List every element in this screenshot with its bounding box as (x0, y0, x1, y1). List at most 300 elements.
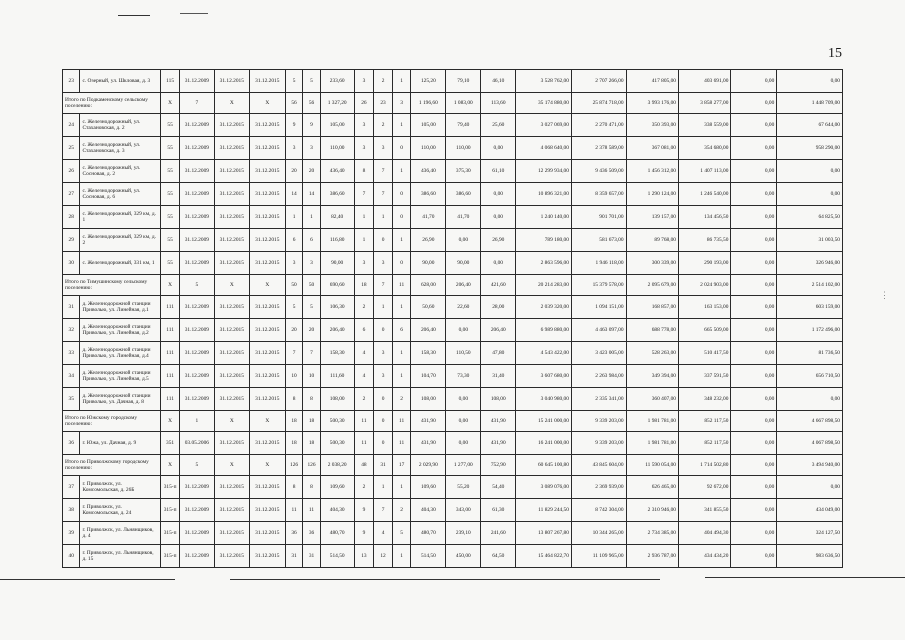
cell-c8: 1 (354, 206, 374, 229)
cell-c14: 12 299 934,00 (516, 160, 572, 183)
cell-c11: 41,70 (411, 206, 446, 229)
cell-c2: 31.12.2009 (179, 545, 214, 568)
cell-c8: 9 (354, 499, 374, 522)
row-number: 26 (63, 160, 80, 183)
row-number: 40 (63, 545, 80, 568)
cell-c5: 31 (285, 545, 302, 568)
cell-c2: 5 (179, 275, 214, 296)
cell-c4: 31.12.2015 (249, 114, 285, 137)
cell-c10: 11 (392, 411, 411, 432)
cell-c19: 2 514 102,00 (777, 275, 843, 296)
cell-c10: 11 (392, 432, 411, 455)
address-cell: д. Железнодорожной станции Приволью, ул. Линейная, д.4 (80, 342, 161, 365)
cell-c17: 354 680,00 (678, 137, 730, 160)
cell-c2: 31.12.2009 (179, 252, 214, 275)
cell-c7: 404,30 (320, 499, 354, 522)
cell-c4: 31.12.2015 (249, 319, 285, 342)
cell-c14: 1 240 140,00 (516, 206, 572, 229)
cell-c6: 10 (303, 365, 320, 388)
row-number: 32 (63, 319, 80, 342)
cell-c15: 2 707 266,00 (571, 70, 626, 93)
cell-c18: 0,00 (731, 342, 777, 365)
row-number: 31 (63, 296, 80, 319)
cell-c8: 3 (354, 70, 374, 93)
cell-c8: 3 (354, 252, 374, 275)
cell-c11: 108,00 (411, 388, 446, 411)
cell-c15: 43 845 604,00 (571, 455, 626, 476)
row-number: 33 (63, 342, 80, 365)
cell-c3: 31.12.2015 (214, 160, 249, 183)
cell-c19: 0,00 (777, 183, 843, 206)
footer-rule (0, 579, 175, 580)
cell-c16: 300 339,00 (626, 252, 678, 275)
cell-c2: 31.12.2009 (179, 499, 214, 522)
cell-c1: 55 (161, 252, 180, 275)
cell-c18: 0,00 (731, 229, 777, 252)
cell-c17: 348 232,00 (678, 388, 730, 411)
cell-c5: 20 (285, 160, 302, 183)
cell-c14: 13 807 267,80 (516, 522, 572, 545)
cell-c2: 31.12.2009 (179, 137, 214, 160)
cell-c3: 31.12.2015 (214, 476, 249, 499)
cell-c18: 0,00 (731, 432, 777, 455)
cell-c3: 31.12.2015 (214, 296, 249, 319)
cell-c1: X (161, 455, 180, 476)
cell-c4: 31.12.2015 (249, 296, 285, 319)
cell-c15: 8 742 304,00 (571, 499, 626, 522)
row-number: 39 (63, 522, 80, 545)
cell-c1: 55 (161, 160, 180, 183)
cell-c11: 436,40 (411, 160, 446, 183)
cell-c15: 2 263 984,00 (571, 365, 626, 388)
cell-c7: 690,60 (320, 275, 354, 296)
cell-c8: 4 (354, 342, 374, 365)
cell-c9: 0 (374, 319, 393, 342)
cell-c2: 31.12.2009 (179, 296, 214, 319)
cell-c19: 0,00 (777, 160, 843, 183)
cell-c3: 31.12.2015 (214, 522, 249, 545)
cell-c13: 206,40 (481, 319, 516, 342)
cell-c8: 48 (354, 455, 374, 476)
cell-c18: 0,00 (731, 476, 777, 499)
cell-c19: 0,00 (777, 476, 843, 499)
cell-c2: 31.12.2009 (179, 160, 214, 183)
table-row (63, 388, 843, 411)
cell-c12: 73,30 (446, 365, 481, 388)
cell-c2: 31.12.2009 (179, 114, 214, 137)
table-row (63, 522, 843, 545)
cell-c1: X (161, 93, 180, 114)
cell-c1: 55 (161, 183, 180, 206)
cell-c3: X (214, 455, 249, 476)
cell-c2: 31.12.2009 (179, 342, 214, 365)
cell-c8: 11 (354, 411, 374, 432)
cell-c3: 31.12.2015 (214, 319, 249, 342)
cell-c1: 111 (161, 319, 180, 342)
cell-c3: 31.12.2015 (214, 342, 249, 365)
cell-c11: 206,40 (411, 319, 446, 342)
cell-c7: 106,30 (320, 296, 354, 319)
cell-c16: 3 993 176,00 (626, 93, 678, 114)
table-total-row (63, 411, 843, 432)
address-cell: с. Железнодорожный, 329 км, д. 2 (80, 229, 161, 252)
cell-c10: 0 (392, 206, 411, 229)
table-row (63, 160, 843, 183)
cell-c13: 47,80 (481, 342, 516, 365)
cell-c4: 31.12.2015 (249, 476, 285, 499)
cell-c9: 0 (374, 432, 393, 455)
cell-c14: 2 039 320,00 (516, 296, 572, 319)
cell-c11: 90,00 (411, 252, 446, 275)
cell-c10: 2 (392, 499, 411, 522)
cell-c18: 0,00 (731, 319, 777, 342)
cell-c13: 0,00 (481, 183, 516, 206)
address-cell: д. Железнодорожной станции Приволью, ул. Линейная, д.2 (80, 319, 161, 342)
cell-c18: 0,00 (731, 455, 777, 476)
cell-c16: 2 936 787,00 (626, 545, 678, 568)
cell-c9: 2 (374, 114, 393, 137)
cell-c14: 10 896 321,00 (516, 183, 572, 206)
cell-c19: 4 667 898,50 (777, 411, 843, 432)
cell-c19: 1 172 496,00 (777, 319, 843, 342)
cell-c12: 79,40 (446, 114, 481, 137)
cell-c17: 434 434,20 (678, 545, 730, 568)
cell-c10: 0 (392, 252, 411, 275)
cell-c7: 436,40 (320, 160, 354, 183)
cell-c11: 628,00 (411, 275, 446, 296)
cell-c3: 31.12.2015 (214, 70, 249, 93)
cell-c3: 31.12.2015 (214, 432, 249, 455)
address-cell: г. Приволжск, ул. Льнянщиков, д. 15 (80, 545, 161, 568)
cell-c3: X (214, 411, 249, 432)
cell-c7: 233,60 (320, 70, 354, 93)
cell-c11: 404,30 (411, 499, 446, 522)
cell-c1: 315-п (161, 476, 180, 499)
cell-c4: 31.12.2015 (249, 522, 285, 545)
table-row (63, 114, 843, 137)
cell-c2: 1 (179, 411, 214, 432)
cell-c4: 31.12.2015 (249, 388, 285, 411)
row-number: 35 (63, 388, 80, 411)
cell-c18: 0,00 (731, 388, 777, 411)
cell-c3: 31.12.2015 (214, 388, 249, 411)
cell-c14: 4 543 422,00 (516, 342, 572, 365)
cell-c2: 31.12.2009 (179, 476, 214, 499)
cell-c5: 50 (285, 275, 302, 296)
cell-c18: 0,00 (731, 206, 777, 229)
cell-c9: 7 (374, 275, 393, 296)
cell-c17: 510 417,50 (678, 342, 730, 365)
cell-c4: 31.12.2015 (249, 70, 285, 93)
cell-c4: 31.12.2015 (249, 160, 285, 183)
cell-c10: 0 (392, 137, 411, 160)
cell-c2: 7 (179, 93, 214, 114)
cell-c18: 0,00 (731, 137, 777, 160)
cell-c9: 12 (374, 545, 393, 568)
cell-c18: 0,00 (731, 522, 777, 545)
cell-c13: 54,40 (481, 476, 516, 499)
row-number: 27 (63, 183, 80, 206)
cell-c9: 0 (374, 229, 393, 252)
cell-c14: 4 068 640,00 (516, 137, 572, 160)
header-rule (118, 15, 150, 16)
cell-c16: 688 778,00 (626, 319, 678, 342)
cell-c13: 113,60 (481, 93, 516, 114)
cell-c2: 31.12.2009 (179, 319, 214, 342)
table-row (63, 183, 843, 206)
cell-c15: 2 369 939,00 (571, 476, 626, 499)
row-number: 28 (63, 206, 80, 229)
cell-c6: 5 (303, 70, 320, 93)
cell-c13: 0,00 (481, 252, 516, 275)
cell-c7: 116,80 (320, 229, 354, 252)
cell-c14: 3 607 680,00 (516, 365, 572, 388)
cell-c13: 752,90 (481, 455, 516, 476)
cell-c1: 55 (161, 137, 180, 160)
cell-c4: X (249, 411, 285, 432)
cell-c8: 2 (354, 388, 374, 411)
cell-c18: 0,00 (731, 275, 777, 296)
cell-c8: 13 (354, 545, 374, 568)
cell-c12: 41,70 (446, 206, 481, 229)
cell-c12: 110,00 (446, 137, 481, 160)
cell-c6: 36 (303, 522, 320, 545)
cell-c11: 105,00 (411, 114, 446, 137)
cell-c10: 5 (392, 522, 411, 545)
cell-c14: 3 528 762,00 (516, 70, 572, 93)
cell-c13: 431,90 (481, 411, 516, 432)
cell-c15: 15 379 578,00 (571, 275, 626, 296)
cell-c15: 3 423 005,00 (571, 342, 626, 365)
cell-c5: 10 (285, 365, 302, 388)
cell-c11: 158,30 (411, 342, 446, 365)
table-row (63, 365, 843, 388)
cell-c11: 431,90 (411, 432, 446, 455)
cell-c11: 1 196,60 (411, 93, 446, 114)
cell-c13: 25,60 (481, 114, 516, 137)
cell-c13: 61,10 (481, 160, 516, 183)
cell-c9: 0 (374, 411, 393, 432)
cell-c10: 11 (392, 275, 411, 296)
cell-c1: 315-п (161, 545, 180, 568)
cell-c14: 2 863 596,00 (516, 252, 572, 275)
cell-c6: 8 (303, 388, 320, 411)
cell-c8: 4 (354, 365, 374, 388)
cell-c5: 14 (285, 183, 302, 206)
cell-c12: 343,00 (446, 499, 481, 522)
cell-c16: 417 805,00 (626, 70, 678, 93)
table-total-row (63, 275, 843, 296)
cell-c15: 4 463 097,00 (571, 319, 626, 342)
cell-c6: 20 (303, 319, 320, 342)
cell-c19: 64 825,50 (777, 206, 843, 229)
table-body (63, 70, 843, 568)
cell-c5: 11 (285, 499, 302, 522)
header-rule (180, 13, 208, 14)
cell-c16: 1 981 781,00 (626, 411, 678, 432)
cell-c17: 852 117,50 (678, 432, 730, 455)
cell-c4: 31.12.2015 (249, 183, 285, 206)
cell-c11: 109,60 (411, 476, 446, 499)
cell-c1: 55 (161, 206, 180, 229)
cell-c9: 3 (374, 342, 393, 365)
cell-c2: 31.12.2009 (179, 388, 214, 411)
cell-c17: 341 855,50 (678, 499, 730, 522)
cell-c15: 581 673,00 (571, 229, 626, 252)
row-number: 25 (63, 137, 80, 160)
cell-c1: 111 (161, 388, 180, 411)
cell-c15: 9 339 203,00 (571, 432, 626, 455)
cell-c16: 1 290 124,00 (626, 183, 678, 206)
cell-c17: 3 858 277,00 (678, 93, 730, 114)
row-number: 36 (63, 432, 80, 455)
cell-c4: 31.12.2015 (249, 499, 285, 522)
cell-c13: 61,30 (481, 499, 516, 522)
cell-c18: 0,00 (731, 114, 777, 137)
cell-c7: 480,70 (320, 522, 354, 545)
cell-c10: 1 (392, 70, 411, 93)
cell-c8: 18 (354, 275, 374, 296)
cell-c19: 0,00 (777, 70, 843, 93)
cell-c5: 3 (285, 252, 302, 275)
cell-c5: 6 (285, 229, 302, 252)
cell-c2: 31.12.2009 (179, 229, 214, 252)
cell-c16: 367 081,00 (626, 137, 678, 160)
cell-c14: 16 241 000,00 (516, 432, 572, 455)
table-row (63, 342, 843, 365)
cell-c4: 31.12.2015 (249, 432, 285, 455)
row-number: 30 (63, 252, 80, 275)
cell-c4: X (249, 93, 285, 114)
cell-c17: 134 456,50 (678, 206, 730, 229)
address-cell: г. Приволжск, ул. Комсомольская, д. 26Б (80, 476, 161, 499)
cell-c15: 8 359 657,00 (571, 183, 626, 206)
cell-c1: 111 (161, 296, 180, 319)
cell-c1: X (161, 275, 180, 296)
cell-c1: 351 (161, 432, 180, 455)
cell-c9: 3 (374, 252, 393, 275)
table-row (63, 252, 843, 275)
cell-c18: 0,00 (731, 365, 777, 388)
cell-c7: 111,60 (320, 365, 354, 388)
page-number: 15 (828, 46, 842, 61)
table-row (63, 229, 843, 252)
cell-c9: 7 (374, 160, 393, 183)
cell-c19: 31 003,50 (777, 229, 843, 252)
cell-c8: 9 (354, 522, 374, 545)
cell-c12: 79,10 (446, 70, 481, 93)
cell-c7: 1 327,20 (320, 93, 354, 114)
cell-c12: 0,00 (446, 319, 481, 342)
row-number: 38 (63, 499, 80, 522)
cell-c6: 18 (303, 411, 320, 432)
footer-rule (705, 577, 905, 578)
cell-c14: 3 089 076,00 (516, 476, 572, 499)
cell-c16: 2 095 679,00 (626, 275, 678, 296)
cell-c6: 7 (303, 342, 320, 365)
cell-c4: 31.12.2015 (249, 229, 285, 252)
cell-c2: 31.12.2009 (179, 70, 214, 93)
table-row (63, 432, 843, 455)
cell-c17: 404 494,30 (678, 522, 730, 545)
cell-c9: 1 (374, 476, 393, 499)
cell-c16: 11 590 054,00 (626, 455, 678, 476)
cell-c7: 206,40 (320, 319, 354, 342)
cell-c1: 55 (161, 229, 180, 252)
table-row (63, 499, 843, 522)
cell-c11: 386,60 (411, 183, 446, 206)
footer-rule (230, 579, 660, 580)
cell-c10: 1 (392, 296, 411, 319)
cell-c2: 31.12.2009 (179, 183, 214, 206)
cell-c14: 60 645 100,80 (516, 455, 572, 476)
cell-c10: 17 (392, 455, 411, 476)
cell-c12: 0,00 (446, 432, 481, 455)
cell-c1: X (161, 411, 180, 432)
cell-c17: 337 591,50 (678, 365, 730, 388)
cell-c12: 206,40 (446, 275, 481, 296)
cell-c15: 1 946 118,00 (571, 252, 626, 275)
cell-c10: 1 (392, 229, 411, 252)
table-row (63, 545, 843, 568)
address-cell: с. Железнодорожный, ул. Сосновая, д. 6 (80, 183, 161, 206)
cell-c9: 2 (374, 70, 393, 93)
cell-c19: 434 049,00 (777, 499, 843, 522)
cell-c2: 5 (179, 455, 214, 476)
table-row (63, 319, 843, 342)
cell-c3: X (214, 93, 249, 114)
cell-c8: 26 (354, 93, 374, 114)
cell-c15: 2 378 589,00 (571, 137, 626, 160)
cell-c19: 67 644,00 (777, 114, 843, 137)
scan-mark: ⋮ (880, 290, 889, 300)
cell-c4: 31.12.2015 (249, 365, 285, 388)
cell-c14: 11 829 244,50 (516, 499, 572, 522)
cell-c7: 110,00 (320, 137, 354, 160)
cell-c9: 7 (374, 183, 393, 206)
address-cell: г. Приволжск, ул. Льнянщиков, д. 4 (80, 522, 161, 545)
cell-c1: 315-п (161, 522, 180, 545)
row-number: 23 (63, 70, 80, 93)
cell-c3: 31.12.2015 (214, 183, 249, 206)
cell-c11: 514,50 (411, 545, 446, 568)
cell-c7: 82,40 (320, 206, 354, 229)
cell-c5: 18 (285, 411, 302, 432)
cell-c6: 8 (303, 476, 320, 499)
cell-c8: 6 (354, 319, 374, 342)
cell-c15: 2 270 471,00 (571, 114, 626, 137)
cell-c17: 1 246 540,00 (678, 183, 730, 206)
cell-c8: 3 (354, 114, 374, 137)
cell-c8: 8 (354, 160, 374, 183)
cell-c6: 5 (303, 296, 320, 319)
cell-c4: 31.12.2015 (249, 252, 285, 275)
cell-c16: 2 734 385,00 (626, 522, 678, 545)
cell-c4: 31.12.2015 (249, 545, 285, 568)
cell-c12: 0,00 (446, 229, 481, 252)
cell-c14: 15 241 000,00 (516, 411, 572, 432)
cell-c10: 0 (392, 183, 411, 206)
address-cell: с. Железнодорожный, ул. Стахановская, д. 2 (80, 114, 161, 137)
cell-c15: 9 339 203,00 (571, 411, 626, 432)
cell-c16: 89 768,00 (626, 229, 678, 252)
cell-c10: 1 (392, 114, 411, 137)
cell-c10: 2 (392, 388, 411, 411)
cell-c19: 603 159,00 (777, 296, 843, 319)
cell-c14: 35 174 880,00 (516, 93, 572, 114)
row-number: 24 (63, 114, 80, 137)
cell-c3: 31.12.2015 (214, 365, 249, 388)
